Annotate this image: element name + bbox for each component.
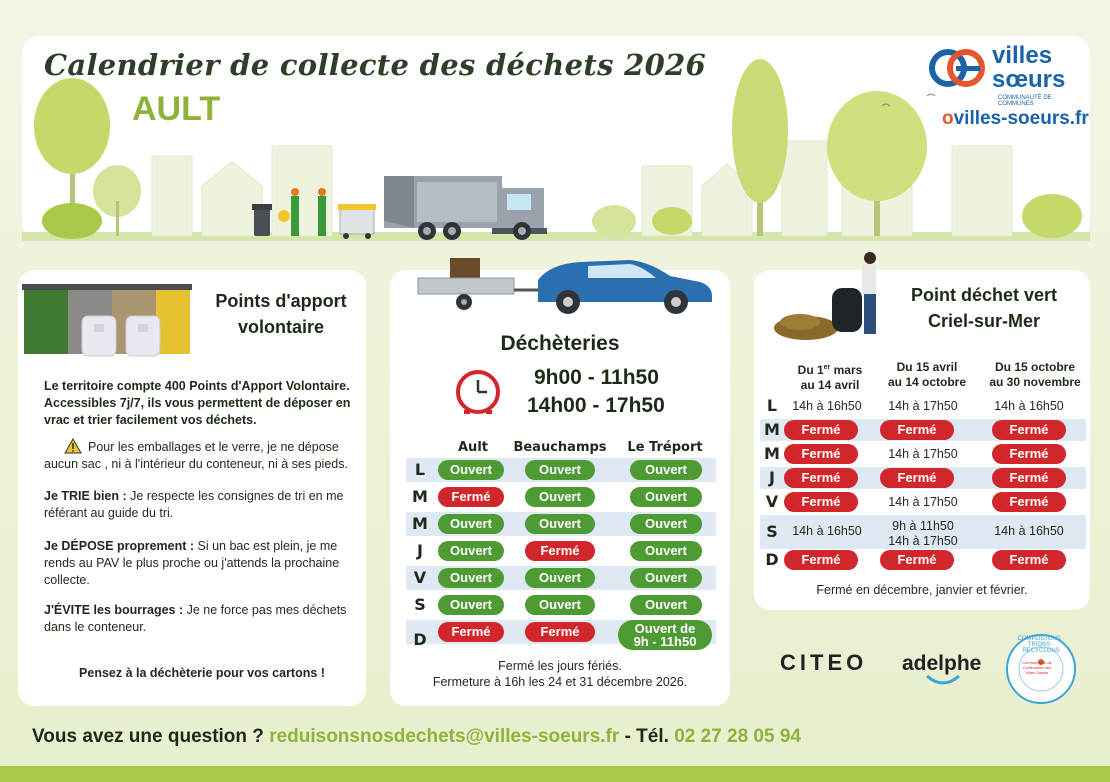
col-period-2-line2: au 14 octobre	[887, 375, 967, 389]
dv-hours-cell: 14h à 17h50	[888, 495, 958, 509]
col-period-1-line1: Du 1er mars	[797, 363, 863, 377]
hours-afternoon: 14h00 - 17h50	[527, 394, 665, 417]
dv-day-label: L	[766, 396, 778, 415]
footer-contact	[32, 726, 801, 748]
col-le-treport: Le Tréport	[627, 440, 703, 455]
pav-containers-illustration	[22, 280, 192, 360]
dv-closed-pill: Fermé	[880, 420, 954, 440]
dech-status-pill: Ouvert	[525, 487, 595, 507]
footer-question: Vous avez une question ?	[32, 726, 264, 747]
pav-final-note: Pensez à la déchèterie pour vos cartons !	[79, 666, 325, 680]
yellow-container	[338, 204, 376, 239]
citeo-logo: CITEO	[780, 650, 868, 675]
pav-evite	[44, 602, 360, 636]
col-period-2	[880, 360, 974, 390]
pav-depose	[44, 538, 360, 589]
dv-closed-pill: Fermé	[992, 550, 1066, 570]
dech-status-pill: Ouvert	[525, 568, 595, 588]
dv-day-label: V	[765, 492, 779, 511]
dech-status-pill: Fermé	[438, 487, 504, 507]
logo-text-soeurs: sœurs	[992, 66, 1066, 93]
dv-day-label: M	[764, 420, 780, 439]
col-ault: Ault	[458, 440, 488, 455]
sunday-special-line1: Ouvert de	[634, 621, 696, 636]
oe-logo-icon	[928, 46, 988, 90]
pav-depose-text: Si un bac est plein, je me rends au PAV le plus proche ou j'attends la prochaine collecte.	[44, 539, 340, 587]
dechet-vert-title-line2: Criel-sur-Mer	[927, 311, 1041, 331]
dv-hours-cell: 14h à 16h50	[792, 399, 862, 413]
dv-closed-pill: Fermé	[992, 444, 1066, 464]
col-period-1-line2: au 14 avril	[800, 378, 860, 392]
dech-note-2: Fermeture à 16h les 24 et 31 décembre 2026.	[432, 675, 688, 689]
pav-title	[196, 288, 366, 340]
waste-bin	[252, 204, 272, 236]
pav-trie-label: Je TRIE bien :	[44, 489, 127, 503]
hours-morning: 9h00 - 11h50	[534, 366, 659, 389]
pav-warning-text: Pour les emballages et le verre, je ne dépose aucun sac , ni à l'intérieur du conteneur, ni à ses pieds.	[44, 440, 348, 471]
dv-closed-pill: Fermé	[784, 492, 858, 512]
pav-intro: Le territoire compte 400 Points d'Apport Volontaire. Accessibles 7j/7, ils vous permettent de déposer en vrac et trier facilement vos déchets.	[44, 379, 351, 427]
url-prefix: o	[942, 108, 954, 129]
car-trailer-illustration	[410, 250, 720, 320]
dech-status-pill: Ouvert	[525, 595, 595, 615]
website-link[interactable]	[942, 108, 1089, 130]
dech-status-pill: Ouvert	[630, 541, 702, 561]
dechet-vert-title	[884, 282, 1084, 334]
dv-hours-cell: 14h à 17h50	[888, 447, 958, 461]
adelphe-logo: adelphe	[902, 652, 982, 675]
pav-trie	[44, 488, 360, 522]
dech-status-pill: Ouvert	[630, 595, 702, 615]
dech-status-pill: Ouvert	[438, 568, 504, 588]
dech-status-pill: Ouvert	[438, 595, 504, 615]
bottom-strip	[0, 766, 1110, 782]
pav-evite-label: J'ÉVITE les bourrages :	[44, 603, 184, 617]
dechet-vert-title-line1: Point déchet vert	[910, 285, 1058, 305]
dv-hours-cell: 14h à 16h50	[994, 524, 1064, 538]
dv-hours-cell: 14h à 16h50	[792, 524, 862, 538]
dv-closed-pill: Fermé	[784, 550, 858, 570]
dech-day-label: D	[413, 630, 427, 649]
dech-day-label: J	[417, 541, 423, 560]
adelphe-arrow-icon	[925, 672, 961, 688]
dv-closed-pill: Fermé	[784, 468, 858, 488]
dech-status-pill: Ouvert	[525, 514, 595, 534]
dech-status-pill	[618, 620, 712, 650]
dv-closed-pill: Fermé	[992, 468, 1066, 488]
col-period-2-line1: Du 15 avril	[896, 360, 958, 374]
pav-title-line1: Points d'apport	[215, 291, 347, 311]
dv-closed-pill: Fermé	[992, 492, 1066, 512]
dv-day-label: M	[764, 444, 780, 463]
pav-warning	[44, 438, 360, 473]
dech-status-pill: Ouvert	[630, 568, 702, 588]
clock-icon	[454, 368, 502, 416]
dv-day-label: D	[765, 550, 779, 569]
dech-status-pill: Fermé	[525, 622, 595, 642]
col-period-3-line2: au 30 novembre	[989, 375, 1081, 389]
dv-closed-pill: Fermé	[784, 444, 858, 464]
dech-day-label: L	[414, 460, 426, 479]
dech-status-pill: Ouvert	[630, 487, 702, 507]
pav-trie-text: Je respecte les consignes de tri en me référant au guide du tri.	[44, 489, 344, 520]
dv-closed-pill: Fermé	[992, 420, 1066, 440]
garbage-truck	[384, 176, 547, 240]
dech-note-1: Fermé les jours fériés.	[498, 659, 622, 673]
dv-closed-pill: Fermé	[784, 420, 858, 440]
dech-status-pill: Ouvert	[630, 514, 702, 534]
gardener-illustration	[770, 248, 890, 344]
dv-hours-cell: 9h à 11h50 14h à 17h50	[888, 519, 958, 548]
warning-icon	[64, 438, 82, 454]
dech-day-label: V	[413, 568, 427, 587]
compost-badge-center-text: Communauté de Communes des Villes Sœurs	[1022, 660, 1052, 675]
dech-day-label: M	[412, 514, 428, 533]
col-period-3	[982, 360, 1088, 390]
col-period-3-line1: Du 15 octobre	[994, 360, 1075, 374]
dv-day-label: S	[766, 522, 778, 541]
dv-hours-cell: 14h à 17h50	[888, 399, 958, 413]
dech-status-pill: Ouvert	[438, 514, 504, 534]
logo-subtitle: COMMUNAUTÉ DE COMMUNES	[998, 95, 1052, 107]
pav-depose-label: Je DÉPOSE proprement :	[44, 539, 195, 553]
dv-day-label: J	[769, 468, 775, 487]
compost-badge-ring-text: COMPOSTONS · TRIONS · RECYCLONS	[1017, 636, 1065, 654]
contact-phone[interactable]: 02 27 28 05 94	[674, 726, 801, 747]
pav-evite-text: Je ne force pas mes déchets dans le conteneur.	[44, 603, 347, 634]
dv-hours-cell: 14h à 16h50	[994, 399, 1064, 413]
pav-title-line2: volontaire	[237, 317, 325, 337]
dech-status-pill: Ouvert	[438, 460, 504, 480]
dv-closed-pill: Fermé	[880, 550, 954, 570]
col-period-1	[786, 360, 874, 393]
footer-tel-label: - Tél.	[624, 726, 669, 747]
sunday-special-line2: 9h - 11h50	[633, 634, 697, 649]
dech-day-label: M	[412, 487, 428, 506]
tree-left	[34, 78, 141, 239]
dech-status-pill: Ouvert	[525, 460, 595, 480]
dech-day-label: S	[414, 595, 426, 614]
url-text: villes-soeurs.fr	[953, 108, 1089, 129]
dech-status-pill: Ouvert	[438, 541, 504, 561]
dechet-vert-note: Fermé en décembre, janvier et février.	[816, 583, 1028, 597]
dv-closed-pill: Fermé	[880, 468, 954, 488]
dech-status-pill: Ouvert	[630, 460, 702, 480]
page-title: Calendrier de collecte des déchets 2026	[44, 48, 707, 82]
decheteries-title: Déchèteries	[500, 332, 620, 355]
logo-text-villes: villes	[992, 42, 1053, 69]
commune-name: AULT	[132, 90, 221, 128]
dech-status-pill: Fermé	[438, 622, 504, 642]
contact-email-link[interactable]: reduisonsnosdechets@villes-soeurs.fr	[269, 726, 620, 747]
dech-status-pill: Fermé	[525, 541, 595, 561]
col-beauchamps: Beauchamps	[513, 440, 607, 455]
